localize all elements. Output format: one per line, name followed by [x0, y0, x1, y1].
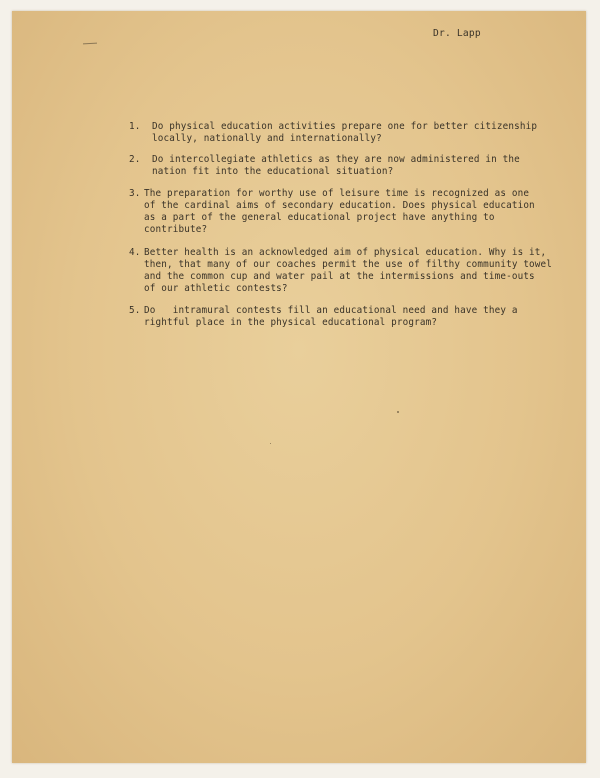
question-number: 3.	[129, 188, 141, 199]
question-item	[129, 305, 518, 329]
question-number: 4.	[129, 247, 141, 258]
question-item	[129, 188, 535, 236]
question-line: Do physical education activities prepare one for better citizenship	[152, 121, 538, 132]
question-line: then, that many of our coaches permit the use of filthy community towel	[144, 259, 553, 270]
question-number: 5.	[129, 305, 141, 316]
question-line: rightful place in the physical educational program?	[144, 317, 438, 328]
question-number: 2.	[129, 154, 141, 165]
question-line: Do intramural contests fill an educational need and have they a	[144, 305, 518, 316]
question-line: of our athletic contests?	[144, 283, 288, 294]
question-line: Do intercollegiate athletics as they are now administered in the	[152, 154, 520, 165]
question-line: The preparation for worthy use of leisure time is recognized as one	[144, 188, 530, 199]
document-page	[12, 11, 586, 763]
question-line: contribute?	[144, 224, 208, 235]
question-text	[152, 154, 520, 178]
question-text	[144, 305, 518, 329]
question-item	[129, 247, 552, 295]
question-line: as a part of the general educational project have anything to	[144, 212, 495, 223]
question-item	[129, 121, 537, 145]
paper-speck	[397, 411, 399, 413]
author-name: Dr. Lapp	[433, 28, 481, 39]
question-number: 1.	[129, 121, 141, 132]
question-line: Better health is an acknowledged aim of physical education. Why is it,	[144, 247, 547, 258]
question-line: and the common cup and water pail at the intermissions and time-outs	[144, 271, 535, 282]
question-text	[144, 188, 535, 236]
question-text	[144, 247, 552, 295]
question-line: of the cardinal aims of secondary education. Does physical education	[144, 200, 535, 211]
question-item	[129, 154, 520, 178]
question-line: nation fit into the educational situation?	[152, 166, 394, 177]
question-text	[152, 121, 537, 145]
pencil-mark	[83, 43, 97, 45]
question-line: locally, nationally and internationally?	[152, 133, 382, 144]
paper-speck	[270, 443, 271, 444]
